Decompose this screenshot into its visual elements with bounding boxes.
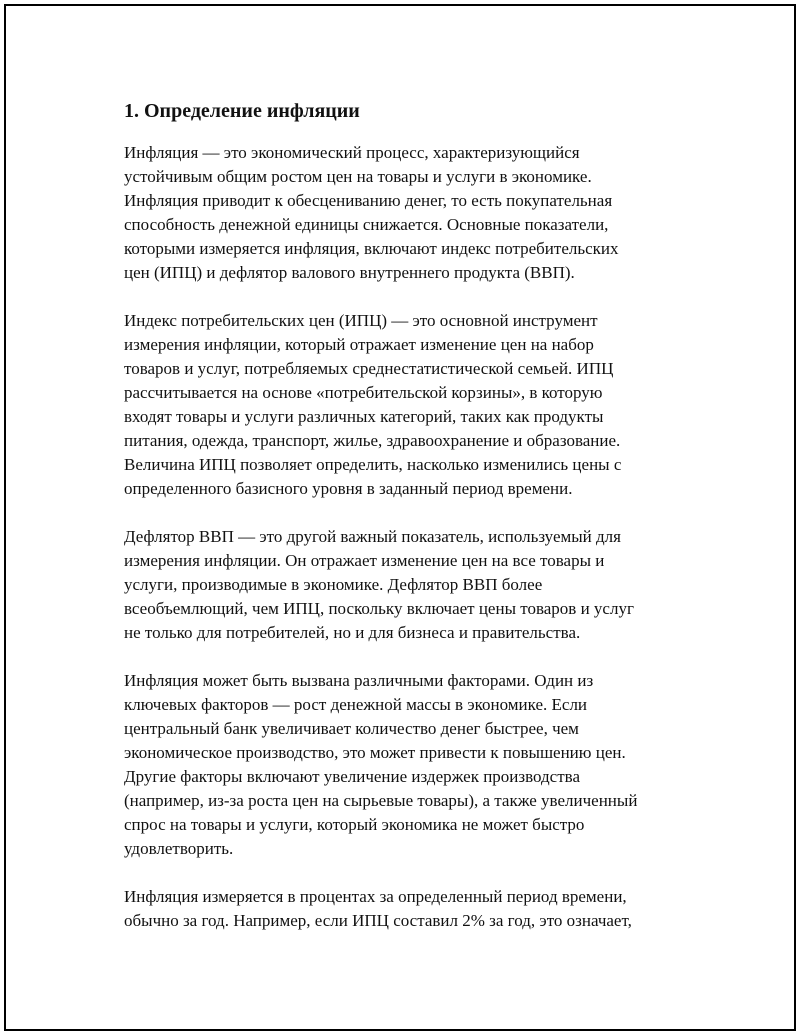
paragraph-line: входят товары и услуги различных категорий, таких как продукты	[124, 407, 604, 426]
paragraph-line: Другие факторы включают увеличение издержек производства	[124, 767, 581, 786]
paragraph-line: Инфляция — это экономический процесс, характеризующийся	[124, 143, 580, 162]
paragraph-line: способность денежной единицы снижается. Основные показатели,	[124, 215, 609, 234]
paragraph-line: удовлетворить.	[124, 839, 234, 858]
paragraph-line: обычно за год. Например, если ИПЦ составил 2% за год, это означает,	[124, 911, 632, 930]
paragraph-line: измерения инфляции, который отражает изменение цен на набор	[124, 335, 594, 354]
paragraph-line: спрос на товары и услуги, который экономика не может быстро	[124, 815, 585, 834]
paragraph-causes	[124, 669, 694, 861]
document-content	[124, 98, 694, 957]
paragraph-definition	[124, 141, 694, 285]
paragraph-line: измерения инфляции. Он отражает изменение цен на все товары и	[124, 551, 605, 570]
paragraph-line: Инфляция измеряется в процентах за определенный период времени,	[124, 887, 627, 906]
paragraph-line: определенного базисного уровня в заданный период времени.	[124, 479, 573, 498]
paragraph-line: центральный банк увеличивает количество денег быстрее, чем	[124, 719, 579, 738]
paragraph-line: которыми измеряется инфляция, включают индекс потребительских	[124, 239, 619, 258]
page-frame	[4, 4, 796, 1031]
section-heading: 1. Определение инфляции	[124, 100, 360, 122]
paragraph-line: цен (ИПЦ) и дефлятор валового внутреннего продукта (ВВП).	[124, 263, 575, 282]
paragraph-line: Инфляция может быть вызвана различными факторами. Один из	[124, 671, 594, 690]
paragraph-line: всеобъемлющий, чем ИПЦ, поскольку включает цены товаров и услуг	[124, 599, 634, 618]
paragraph-line: питания, одежда, транспорт, жилье, здравоохранение и образование.	[124, 431, 621, 450]
paragraph-line: устойчивым общим ростом цен на товары и услуги в экономике.	[124, 167, 592, 186]
paragraph-gdp-deflator	[124, 525, 694, 645]
paragraph-line: Дефлятор ВВП — это другой важный показатель, используемый для	[124, 527, 621, 546]
paragraph-measurement	[124, 885, 694, 933]
paragraph-line: экономическое производство, это может привести к повышению цен.	[124, 743, 626, 762]
paragraph-line: (например, из-за роста цен на сырьевые товары), а также увеличенный	[124, 791, 638, 810]
paragraph-cpi	[124, 309, 694, 501]
paragraph-line: рассчитывается на основе «потребительской корзины», в которую	[124, 383, 603, 402]
paragraph-line: не только для потребителей, но и для бизнеса и правительства.	[124, 623, 581, 642]
paragraph-line: услуги, производимые в экономике. Дефлятор ВВП более	[124, 575, 543, 594]
paragraph-line: Индекс потребительских цен (ИПЦ) — это основной инструмент	[124, 311, 598, 330]
paragraph-line: Инфляция приводит к обесцениванию денег, то есть покупательная	[124, 191, 613, 210]
paragraph-line: ключевых факторов — рост денежной массы в экономике. Если	[124, 695, 588, 714]
paragraph-line: Величина ИПЦ позволяет определить, насколько изменились цены с	[124, 455, 622, 474]
paragraph-line: товаров и услуг, потребляемых среднестатистической семьей. ИПЦ	[124, 359, 614, 378]
